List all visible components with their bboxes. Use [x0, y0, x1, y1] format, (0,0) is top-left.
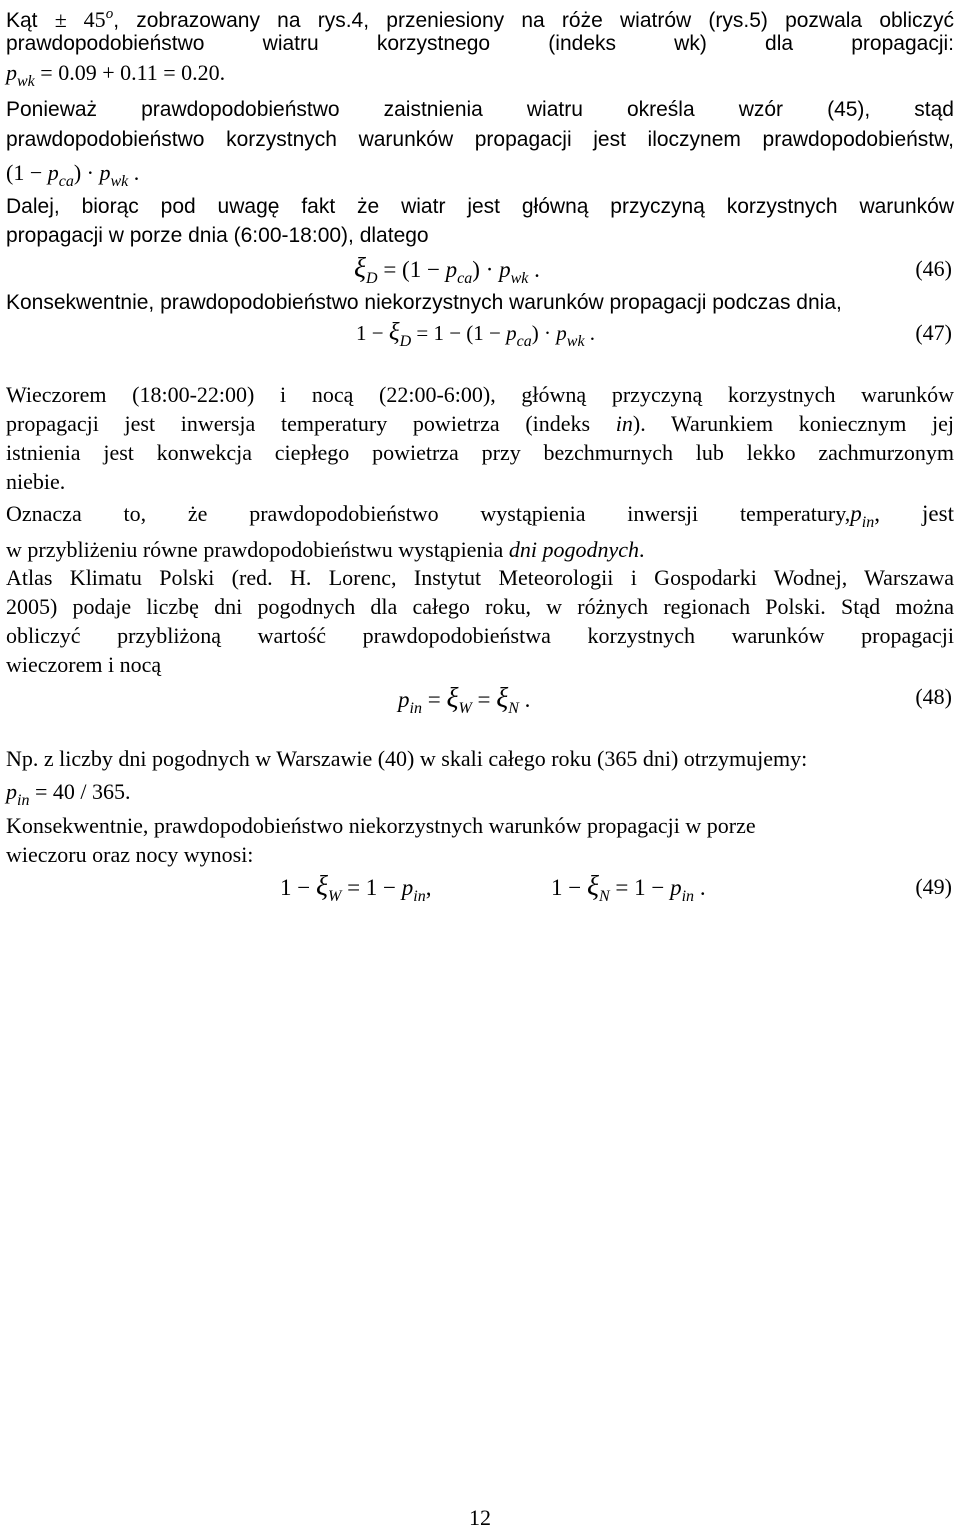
para7-line2: 2005) podaje liczbę dni pogodnych dla całego roku, w różnych regionach Polski. Stąd można — [6, 594, 954, 619]
subscript: ca — [457, 270, 473, 287]
para5-line4: niebie. — [6, 469, 66, 494]
var-p: p — [499, 257, 511, 282]
equation-number-47: (47) — [915, 320, 952, 345]
equation-47 — [356, 318, 595, 357]
para7-line4: wieczorem i nocą — [6, 652, 162, 677]
para2-line1: Ponieważ prawdopodobieństwo zaistnienia wiatru określa wzór (45), stąd — [6, 98, 954, 121]
para7-line1: Atlas Klimatu Polski (red. H. Lorenc, Instytut Meteorologii i Gospodarki Wodnej, Warszawa — [6, 565, 954, 590]
subscript: W — [327, 888, 342, 905]
para3-line1: Dalej, biorąc pod uwagę fakt że wiatr jest główną przyczyną korzystnych warunków — [6, 195, 954, 218]
equation-number-48: (48) — [915, 684, 952, 709]
xi-symbol: ξ — [496, 683, 509, 714]
text: = 0.09 + 0.11 = 0.20. — [34, 60, 226, 85]
text: propagacji jest inwersja temperatury powietrza (indeks — [6, 411, 616, 436]
text: . — [584, 321, 596, 345]
text: = — [421, 687, 447, 712]
text: . — [518, 687, 531, 712]
subscript: D — [399, 333, 412, 350]
subscript: in — [409, 700, 422, 717]
var-p: p — [401, 875, 414, 900]
text: = — [471, 687, 497, 712]
italic-text: in — [615, 411, 633, 436]
subscript: wk — [566, 333, 585, 350]
subscript: ca — [516, 333, 532, 350]
subscript: wk — [110, 173, 129, 190]
para6-line1 — [6, 499, 954, 537]
para8-line2-equation — [6, 777, 954, 815]
var-p: p — [670, 875, 682, 900]
text: ± 45 — [54, 7, 106, 32]
para7-line3: obliczyć przybliżoną wartość prawdopodobieństwa korzystnych warunków propagacji — [6, 623, 954, 648]
text: = 1 − (1 − — [411, 321, 507, 345]
xi-symbol: ξ — [446, 683, 459, 714]
equation-number-46: (46) — [915, 256, 952, 281]
degree-sup: o — [105, 6, 114, 22]
para1-line2: prawdopodobieństwo wiatru korzystnego (indeks wk) dla propagacji: — [6, 32, 954, 55]
para5-line3: istnienia jest konwekcja ciepłego powietrza przy bezchmurnych lub lekko zachmurzonym — [6, 440, 954, 465]
text: ). Warunkiem koniecznym jej — [632, 411, 954, 436]
var-p: p — [99, 160, 111, 185]
text: . — [694, 875, 706, 900]
page-number: 12 — [469, 1505, 491, 1530]
text: ) · — [73, 160, 100, 185]
subscript: N — [508, 700, 519, 717]
text: 1 − — [356, 321, 389, 345]
para3-line2: propagacji w porze dnia (6:00-18:00), dlatego — [6, 224, 429, 247]
equation-49-right — [551, 872, 706, 912]
text: = 40 / 365. — [29, 779, 131, 804]
xi-symbol: ξ — [388, 319, 400, 346]
subscript: D — [366, 270, 378, 287]
equation-number-49: (49) — [915, 874, 952, 899]
text: , — [425, 875, 432, 900]
text: , jest — [874, 501, 954, 526]
xi-symbol: ξ — [315, 871, 328, 902]
para8-line1: Np. z liczby dni pogodnych w Warszawie (40) w skali całego roku (365 dni) otrzymujemy: — [6, 746, 808, 771]
text: ) · — [472, 257, 500, 282]
p-in-math — [850, 501, 954, 531]
text: (1 − — [6, 160, 48, 185]
subscript: N — [598, 888, 610, 905]
text: w przybliżeniu równe prawdopodobieństwu wystąpienia — [6, 537, 509, 562]
var-p: p — [850, 501, 862, 526]
subscript: in — [861, 514, 875, 531]
text: 1 − — [551, 875, 587, 900]
subscript: in — [681, 888, 695, 905]
text: . — [528, 257, 540, 282]
text: ) · — [531, 321, 557, 345]
para5-line1: Wieczorem (18:00-22:00) i nocą (22:00-6:00), główną przyczyną korzystnych warunków — [6, 382, 954, 407]
para1-line3-equation — [6, 58, 954, 96]
subscript: in — [17, 792, 30, 809]
equation-49-left — [280, 872, 431, 912]
var-p: p — [6, 60, 17, 85]
subscript: wk — [510, 270, 529, 287]
para2-line3-equation — [6, 158, 954, 196]
text: Kąt — [6, 9, 55, 32]
para5-line2 — [6, 409, 954, 438]
text: , zobrazowany na rys.4, przeniesiony na róże wiatrów (rys.5) pozwala obliczyć — [113, 9, 955, 32]
xi-symbol: ξ — [354, 253, 366, 284]
text: = 1 − — [341, 875, 402, 900]
text: 1 − — [280, 875, 316, 900]
var-p: p — [445, 257, 458, 282]
subscript: ca — [58, 173, 74, 190]
text: Oznacza to, że prawdopodobieństwo wystąpienia inwersji temperatury, — [6, 501, 851, 526]
xi-symbol: ξ — [586, 871, 599, 902]
subscript: W — [458, 700, 472, 717]
italic-text: dni pogodnych — [508, 537, 639, 562]
subscript: in — [413, 888, 426, 905]
var-p: p — [506, 321, 517, 345]
text: = (1 − — [377, 257, 446, 282]
para9-line1: Konsekwentnie, prawdopodobieństwo niekorzystnych warunków propagacji w porze — [6, 813, 756, 838]
var-p: p — [556, 321, 567, 345]
subscript: wk — [17, 73, 35, 90]
var-p: p — [6, 779, 17, 804]
var-p: p — [47, 160, 59, 185]
para9-line2: wieczoru oraz nocy wynosi: — [6, 842, 254, 867]
text: = 1 − — [609, 875, 671, 900]
para4-line1: Konsekwentnie, prawdopodobieństwo niekorzystnych warunków propagacji podczas dnia, — [6, 291, 842, 314]
para6-line2 — [6, 535, 954, 564]
var-p: p — [398, 687, 410, 712]
equation-48 — [398, 684, 530, 724]
text: . — [638, 537, 645, 562]
text: . — [128, 160, 140, 185]
para2-line2: prawdopodobieństwo korzystnych warunków propagacji jest iloczynem prawdopodobieństw, — [6, 128, 954, 151]
